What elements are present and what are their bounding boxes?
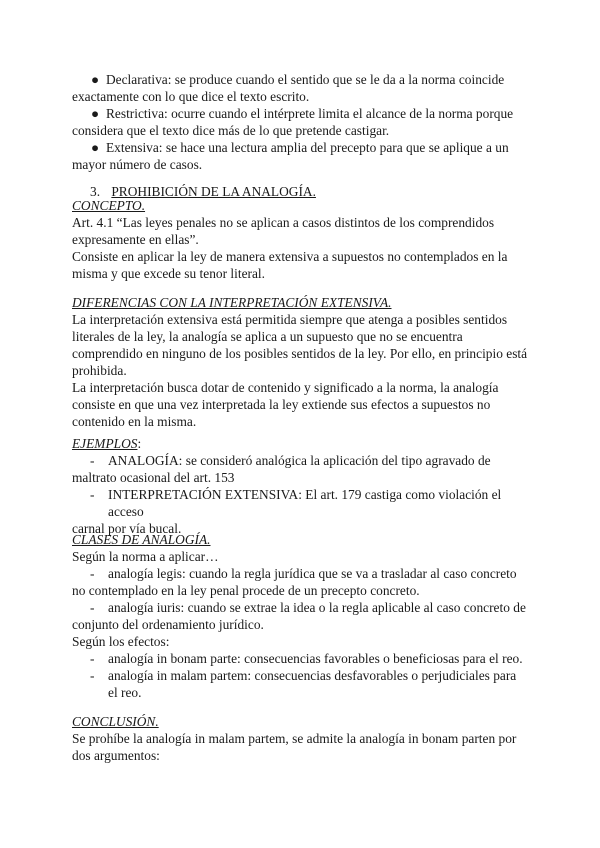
clases-intro-norma: Según la norma a aplicar… — [72, 549, 219, 564]
bullet-extensiva — [72, 139, 532, 173]
clases-intro-efectos: Según los efectos: — [72, 634, 170, 649]
bullet-mark: ● — [90, 140, 100, 155]
clase-bonam — [72, 650, 532, 667]
text-line: prohibida. — [72, 363, 127, 378]
clases-heading: CLASES DE ANALOGÍA. — [72, 532, 211, 547]
ejemplo-interpretacion — [72, 486, 532, 537]
diferencias-body — [72, 311, 532, 430]
ejemplos-colon: : — [137, 436, 142, 451]
text-line: La interpretación busca dotar de contenido y significado a la norma, la analogía — [72, 380, 499, 395]
dash-mark: - — [90, 487, 95, 502]
bullet-text-cont: mayor número de casos. — [72, 157, 203, 172]
section-title: PROHIBICIÓN DE LA ANALOGÍA. — [111, 184, 316, 199]
dash-mark: - — [90, 600, 95, 615]
text-line: dos argumentos: — [72, 748, 160, 763]
text-line: contenido en la misma. — [72, 414, 197, 429]
list-text-cont: el reo. — [108, 685, 142, 700]
conclusion-body — [72, 730, 532, 764]
list-text: analogía in bonam parte: consecuencias favorables o beneficiosas para el reo. — [108, 651, 523, 666]
bullet-restrictiva — [72, 105, 532, 139]
list-text: ANALOGÍA: se consideró analógica la aplicación del tipo agravado de — [108, 453, 491, 468]
dash-mark: - — [90, 651, 95, 666]
bullet-text: Extensiva: se hace una lectura amplia del precepto para que se aplique a un — [106, 140, 509, 155]
dash-mark: - — [90, 668, 95, 683]
list-text: analogía in malam partem: consecuencias desfavorables o perjudiciales para — [108, 668, 517, 683]
list-text: analogía iuris: cuando se extrae la idea o la regla aplicable al caso concreto de — [108, 600, 526, 615]
clase-legis — [72, 565, 532, 599]
ejemplos-title: EJEMPLOS — [72, 436, 138, 451]
clase-iuris — [72, 599, 532, 633]
text-line: Art. 4.1 “Las leyes penales no se aplican a casos distintos de los comprendidos — [72, 215, 495, 230]
list-text-cont: carnal por vía bucal. — [72, 521, 182, 536]
text-line: La interpretación extensiva está permitida siempre que atenga a posibles sentidos — [72, 312, 508, 327]
dash-mark: - — [90, 453, 95, 468]
text-line: Consiste en aplicar la ley de manera extensiva a supuestos no contemplados en la — [72, 249, 508, 264]
bullet-text-cont: exactamente con lo que dice el texto escrito. — [72, 89, 310, 104]
bullet-declarativa — [72, 71, 532, 105]
dash-mark: - — [90, 566, 95, 581]
text-line: expresamente en ellas”. — [72, 232, 199, 247]
text-line: misma y que excede su tenor literal. — [72, 266, 265, 281]
list-text-cont: maltrato ocasional del art. 153 — [72, 470, 235, 485]
concepto-heading: CONCEPTO. — [72, 198, 146, 213]
list-text-cont: no contemplado en la ley penal procede de un precepto concreto. — [72, 583, 420, 598]
text-line: comprendido en ninguno de los posibles sentidos de la ley. Por ello, en principio está — [72, 346, 528, 361]
bullet-mark: ● — [90, 106, 100, 121]
diferencias-heading: DIFERENCIAS CON LA INTERPRETACIÓN EXTENSIVA. — [72, 295, 392, 310]
text-line: Se prohíbe la analogía in malam partem, se admite la analogía in bonam parten por — [72, 731, 517, 746]
clase-malam — [72, 667, 532, 701]
ejemplo-analogia — [72, 452, 532, 486]
section-number: 3. — [90, 184, 101, 199]
bullet-text: Declarativa: se produce cuando el sentido que se le da a la norma coincide — [106, 72, 505, 87]
concepto-body — [72, 214, 532, 282]
list-text: INTERPRETACIÓN EXTENSIVA: El art. 179 castiga como violación el acceso — [108, 487, 502, 519]
bullet-text-cont: considera que el texto dice más de lo que pretende castigar. — [72, 123, 390, 138]
ejemplos-heading — [72, 435, 532, 452]
list-text-cont: conjunto del ordenamiento jurídico. — [72, 617, 264, 632]
text-line: literales de la ley, la analogía se aplica a un supuesto que no se encuentra — [72, 329, 463, 344]
text-line: consiste en que una vez interpretada la ley extiende sus efectos a supuestos no — [72, 397, 491, 412]
conclusion-heading: CONCLUSIÓN. — [72, 714, 159, 729]
list-text: analogía legis: cuando la regla jurídica que se va a trasladar al caso concreto — [108, 566, 517, 581]
bullet-mark: ● — [90, 72, 100, 87]
bullet-text: Restrictiva: ocurre cuando el intérprete limita el alcance de la norma porque — [106, 106, 514, 121]
